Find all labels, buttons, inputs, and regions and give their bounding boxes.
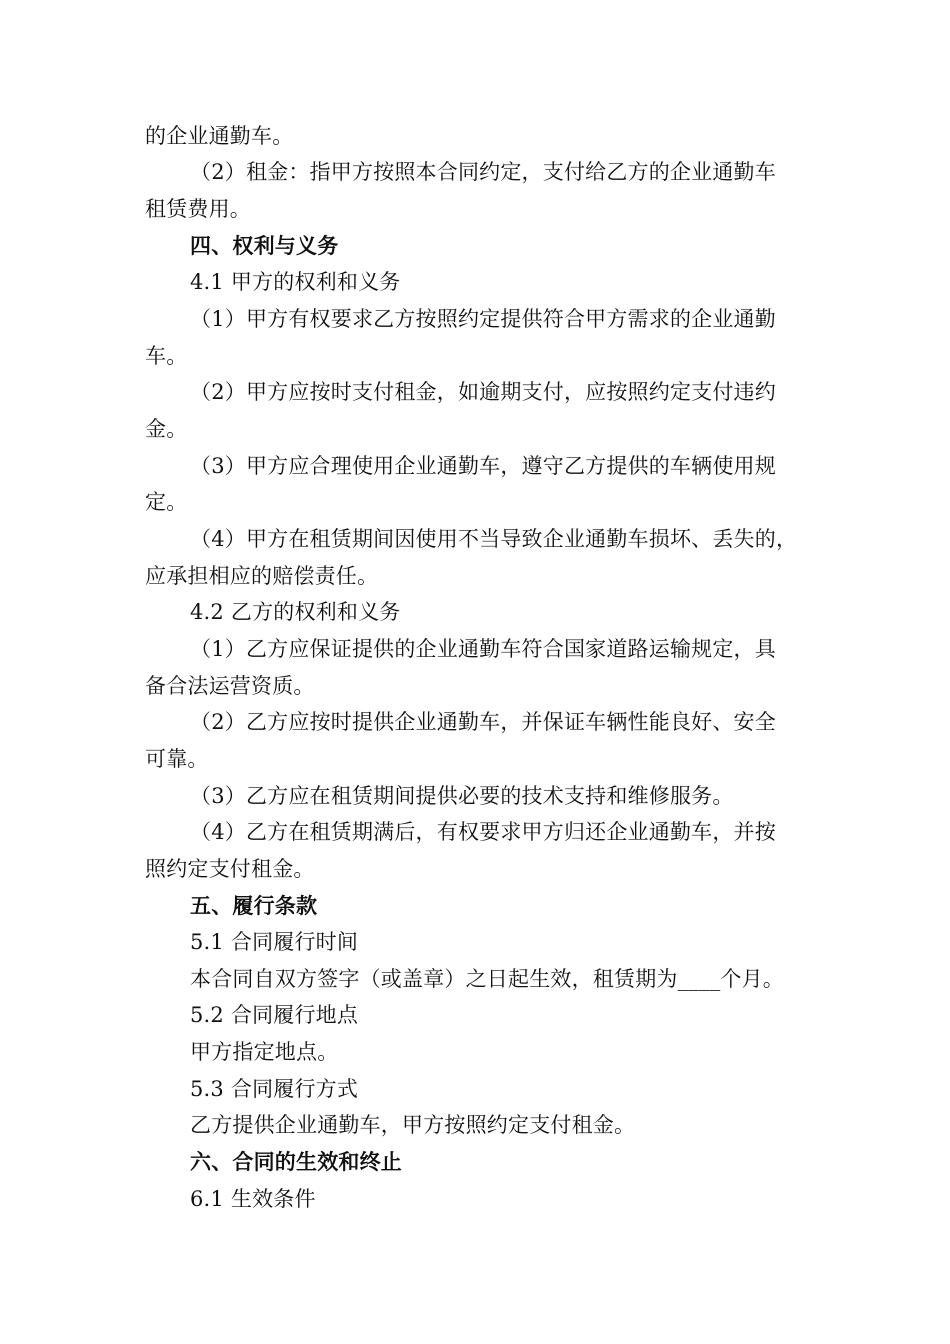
text-line: 可靠。 <box>145 747 209 771</box>
subsection-heading: 5.2 合同履行地点 <box>190 1003 359 1027</box>
text-line: （1）甲方有权要求乙方按照约定提供符合甲方需求的企业通勤 <box>190 307 776 331</box>
text-line: 租赁费用。 <box>145 197 251 221</box>
text-line: 应承担相应的赔偿责任。 <box>145 564 379 588</box>
section-heading: 四、权利与义务 <box>190 233 339 258</box>
subsection-heading: 4.2 乙方的权利和义务 <box>190 600 401 624</box>
text-line: 本合同自双方签字（或盖章）之日起生效，租赁期为____个月。 <box>190 967 784 991</box>
text-line: 车。 <box>145 344 188 368</box>
text-line: 乙方提供企业通勤车，甲方按照约定支付租金。 <box>190 1113 636 1137</box>
text-line: （2）乙方应按时提供企业通勤车，并保证车辆性能良好、安全 <box>190 710 776 734</box>
subsection-heading: 4.1 甲方的权利和义务 <box>190 270 401 294</box>
text-line: 甲方指定地点。 <box>190 1040 339 1064</box>
text-line: （3）乙方应在租赁期间提供必要的技术支持和维修服务。 <box>190 784 734 808</box>
text-line: （2）租金：指甲方按照本合同约定，支付给乙方的企业通勤车 <box>190 160 776 184</box>
subsection-heading: 5.1 合同履行时间 <box>190 930 359 954</box>
text-line: 备合法运营资质。 <box>145 674 315 698</box>
text-line: 照约定支付租金。 <box>145 857 315 881</box>
section-heading: 六、合同的生效和终止 <box>190 1149 402 1174</box>
text-line: 的企业通勤车。 <box>145 124 294 148</box>
text-line: （1）乙方应保证提供的企业通勤车符合国家道路运输规定，具 <box>190 637 776 661</box>
subsection-heading: 5.3 合同履行方式 <box>190 1077 359 1101</box>
text-line: （4）甲方在租赁期间因使用不当导致企业通勤车损坏、丢失的， <box>190 527 798 551</box>
section-heading: 五、履行条款 <box>190 893 318 918</box>
text-line: （4）乙方在租赁期满后，有权要求甲方归还企业通勤车，并按 <box>190 820 776 844</box>
subsection-heading: 6.1 生效条件 <box>190 1187 316 1211</box>
text-line: （2）甲方应按时支付租金，如逾期支付，应按照约定支付违约 <box>190 380 776 404</box>
text-line: 定。 <box>145 490 188 514</box>
text-line: （3）甲方应合理使用企业通勤车，遵守乙方提供的车辆使用规 <box>190 454 776 478</box>
text-line: 金。 <box>145 417 188 441</box>
